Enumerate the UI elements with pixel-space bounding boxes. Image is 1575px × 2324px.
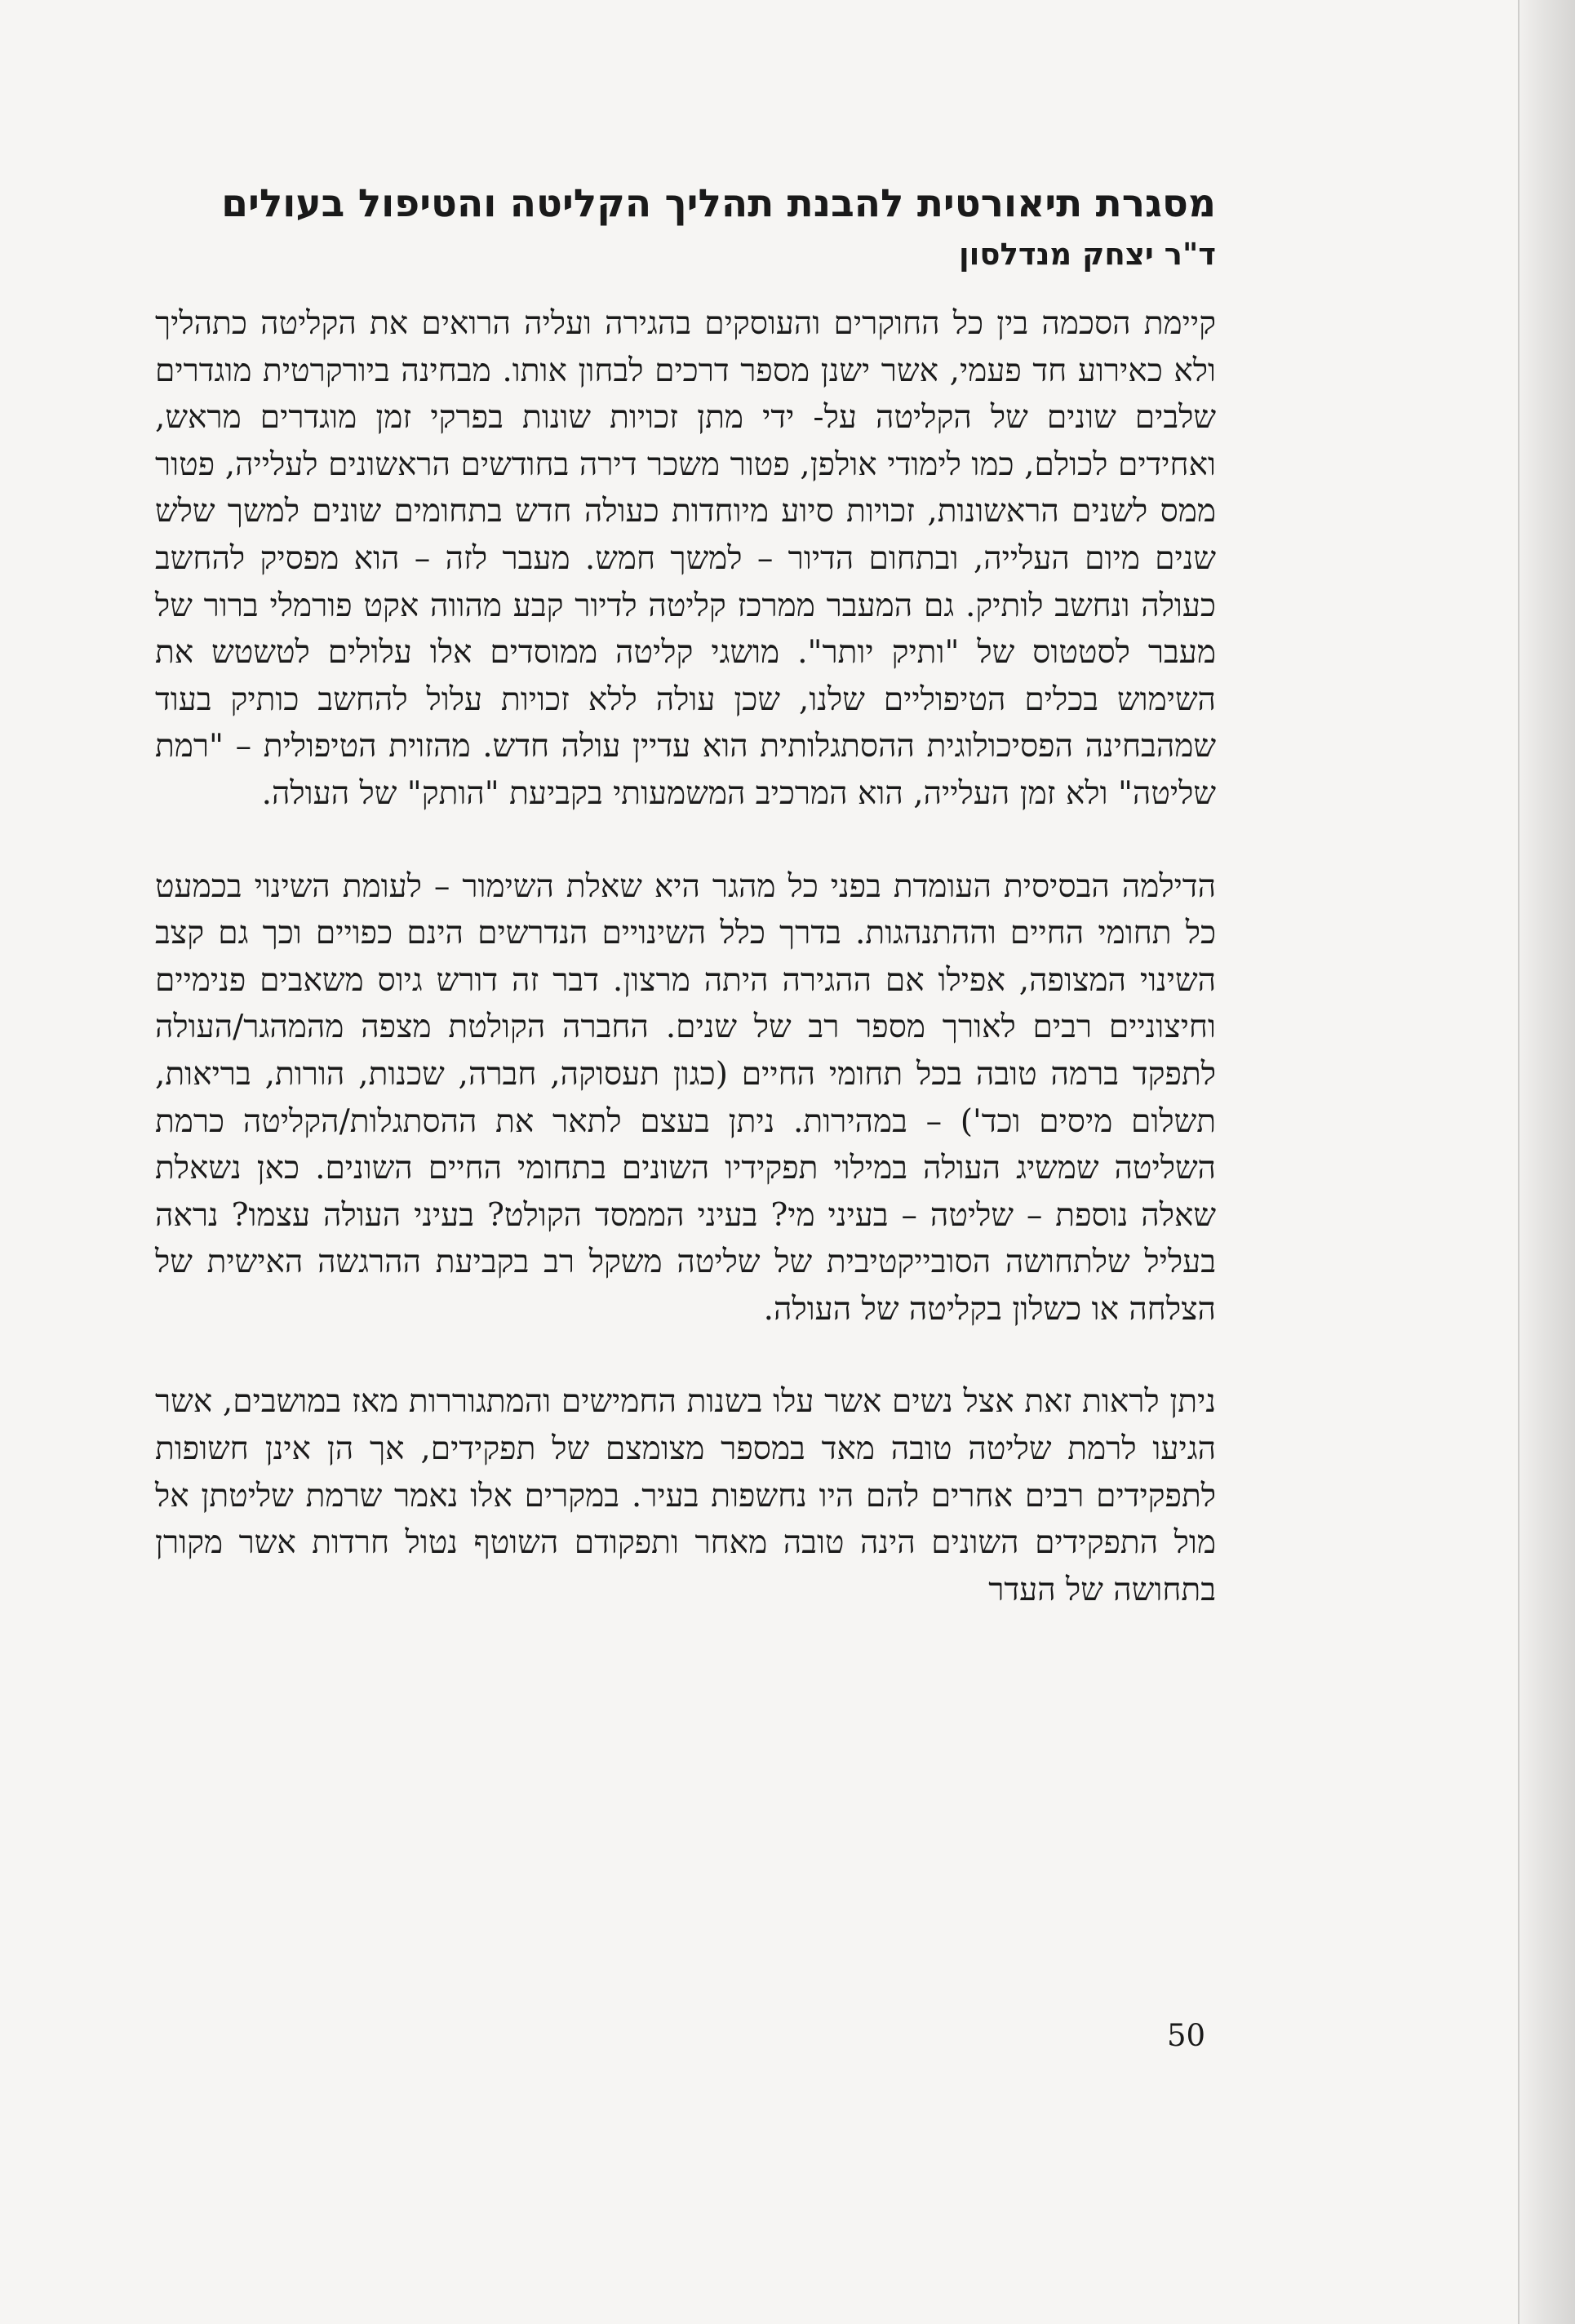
paragraph-2: הדילמה הבסיסית העומדת בפני כל מהגר היא שאלת השימור – לעומת השינוי בכמעט כל תחומי החיים וההתנהגות. בדרך כלל השינויים הנדרשים הינם כפויים וכך גם קצב השינוי המצופה, אפילו אם ההגירה היתה מרצון. דבר זה דורש גיוס משאבים פנימיים וחיצוניים רבים לאורך מספר רב של שנים. החברה הקולטת מצפה מהמהגר/העולה לתפקד ברמה טובה בכל תחומי החיים (כגון תעסוקה, חברה, שכנות, הורות, בריאות, תשלום מיסים וכד') – במהירות. ניתן בעצם לתאר את ההסתגלות/הקליטה כרמת השליטה שמשיג העולה במילוי תפקידיו השונים בתחומי החיים השונים. כאן נשאלת שאלה נוספת – שליטה – בעיני מי? בעיני הממסד הקולט? בעיני העולה עצמו? נראה בעליל שלתחושה הסובייקטיבית של שליטה משקל רב בקביעת ההרגשה האישית של הצלחה או כשלון בקליטה של העולה. [155,867,1216,1328]
paragraph-3: ניתן לראות זאת אצל נשים אשר עלו בשנות החמישים והמתגוררות מאז במושבים, אשר הגיעו לרמת שליטה טובה מאד במספר מצומצם של תפקידים, אך הן אינן חשופות לתפקידים רבים אחרים להם היו נחשפות בעיר. במקרים אלו נאמר שרמת שליטתן אל מול התפקידים השונים הינה טובה מאחר ותפקודם השוטף נטול חרדות אשר מקורן בתחושה של העדר [155,1383,1216,1608]
page-edge-shadow [1518,0,1575,2324]
page-number: 50 [1167,2018,1206,2053]
article-author: ד"ר יצחק מנדלסון [958,237,1216,272]
article-title: מסגרת תיאורטית להבנת תהליך הקליטה והטיפול בעולים [221,181,1216,226]
paragraph-1: קיימת הסכמה בין כל החוקרים והעוסקים בהגירה ועליה הרואים את הקליטה כתהליך ולא כאירוע חד פעמי, אשר ישנן מספר דרכים לבחון אותו. מבחינה ביורקרטית מוגדרים שלבים שונים של הקליטה על- ידי מתן זכויות שונות בפרקי זמן מוגדרים מראש, ואחידים לכולם, כמו לימודי אולפן, פטור משכר דירה בחודשים הראשונים לעלייה, פטור ממס לשנים הראשונות, זכויות סיוע מיוחדות כעולה חדש בתחומים שונים למשך שלש שנים מיום העלייה, ובתחום הדיור – למשך חמש. מעבר לזה – הוא מפסיק להחשב כעולה ונחשב לותיק. גם המעבר ממרכז קליטה לדיור קבע מהווה אקט פורמלי ברור של מעבר לסטטוס של "ותיק יותר". מושגי קליטה ממוסדים אלו עלולים לטשטש את השימוש בכלים הטיפוליים שלנו, שכן עולה ללא זכויות עלול להחשב כותיק בעוד שמהבחינה הפסיכולוגית ההסתגלותית הוא עדיין עולה חדש. מהזוית הטיפולית – "רמת שליטה" ולא זמן העלייה, הוא המרכיב המשמעותי בקביעת "הותק" של העולה. [155,305,1216,812]
page-body [155,180,1216,1613]
